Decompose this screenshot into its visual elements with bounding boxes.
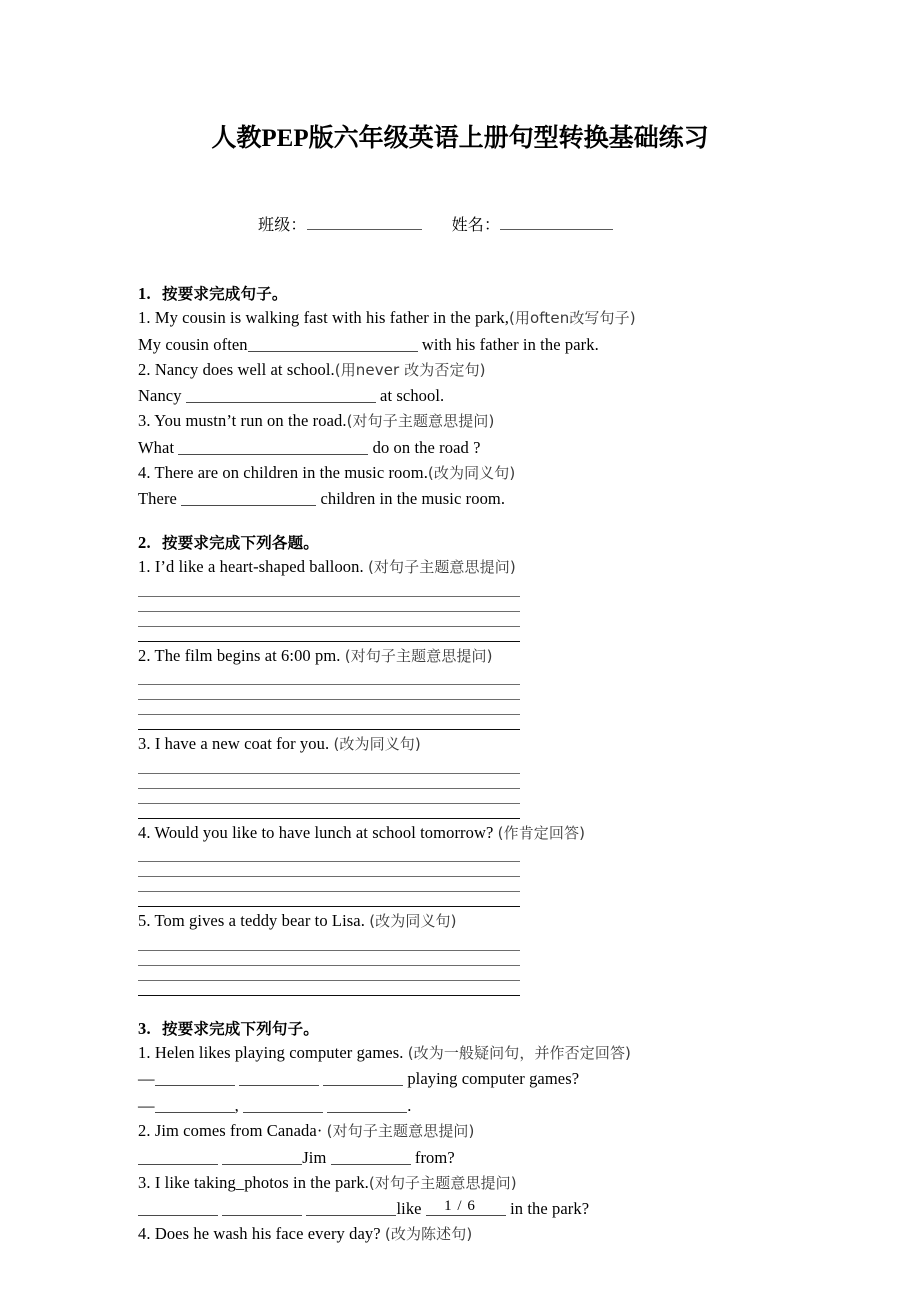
s3-q1b-blank-3[interactable] [327, 1098, 407, 1113]
s1-q2-blank[interactable] [186, 388, 376, 403]
answer-rule[interactable] [138, 804, 520, 819]
answer-rule[interactable] [138, 877, 520, 892]
answer-rule[interactable] [138, 981, 520, 996]
section-3-heading [138, 1017, 838, 1041]
s1-q3-answer [138, 434, 838, 461]
s1-q4-answer-post: children in the music room. [320, 489, 506, 508]
s2-q4-prompt [138, 821, 838, 846]
s3-q1-dash-b: — [138, 1096, 155, 1115]
s1-q1-answer-post: with his father in the park. [421, 334, 599, 354]
answer-rule[interactable] [138, 862, 520, 877]
answer-rule[interactable] [138, 936, 520, 951]
s2-q5-answer-lines[interactable] [138, 936, 520, 996]
section-1-number: 1. [138, 284, 151, 303]
s3-q2-prompt [138, 1119, 838, 1144]
s1-q1-blank[interactable] [248, 337, 418, 352]
answer-rule[interactable] [138, 759, 520, 774]
s2-q1-answer-lines[interactable] [138, 582, 520, 642]
s3-q2-number: 2. [138, 1121, 151, 1140]
s1-q1-prompt [138, 306, 838, 331]
s1-q1-number: 1. [138, 308, 151, 327]
s2-q5-instruction: (改为同义句) [369, 912, 457, 930]
name-label: 姓名： [451, 217, 501, 234]
s1-q4-answer [138, 485, 838, 512]
s3-q1-instruction: (改为一般疑问句，并作否定回答) [407, 1043, 631, 1062]
s3-q2-answer-mid: Jim [302, 1147, 327, 1167]
s3-q4-prompt [138, 1222, 838, 1247]
s1-q1-instruction: (用often改写句子) [508, 309, 636, 327]
answer-rule[interactable] [138, 627, 520, 642]
s3-q2-blank-1[interactable] [138, 1150, 218, 1165]
answer-rule[interactable] [138, 597, 520, 612]
s3-q3-prompt [138, 1171, 838, 1196]
s1-q2-answer-post: at school. [380, 386, 445, 405]
s2-q4-sentence: Would you like to have lunch at school tomorrow? [154, 822, 494, 842]
s3-q1-number: 1. [138, 1042, 151, 1062]
s2-q1-number: 1. [138, 557, 151, 576]
worksheet-body [138, 282, 838, 1247]
answer-rule[interactable] [138, 715, 520, 730]
s1-q4-instruction: (改为同义句) [427, 463, 516, 482]
s2-q1-instruction: (对句子主题意思提问) [367, 558, 516, 576]
s3-q2-answer [138, 1144, 838, 1171]
s1-q3-prompt [138, 409, 838, 434]
s1-q2-number: 2. [138, 359, 151, 379]
answer-rule[interactable] [138, 685, 520, 700]
s3-q1-dash-a: — [138, 1069, 155, 1088]
s1-q4-prompt [138, 461, 838, 486]
s2-q2-answer-lines[interactable] [138, 670, 520, 730]
answer-rule[interactable] [138, 789, 520, 804]
s2-q3-answer-lines[interactable] [138, 759, 520, 819]
s2-q2-sentence: The film begins at 6:00 pm. [154, 645, 341, 665]
s2-q3-instruction: (改为同义句) [333, 735, 421, 753]
s1-q3-instruction: (对句子主题意思提问) [346, 412, 495, 430]
section-2-heading [138, 531, 838, 555]
s3-q1a-answer-post: playing computer games? [407, 1069, 580, 1088]
s2-q3-number: 3. [138, 734, 151, 753]
s2-q1-sentence: I’d like a heart-shaped balloon. [154, 557, 364, 576]
section-3-title: 按要求完成下列句子。 [162, 1019, 320, 1038]
student-info-row [258, 212, 613, 235]
s2-q5-sentence: Tom gives a teddy bear to Lisa. [154, 911, 365, 930]
s3-q3-instruction: (对句子主题意思提问) [368, 1173, 517, 1192]
section-2-title: 按要求完成下列各题。 [162, 534, 320, 552]
s2-q3-prompt [138, 732, 838, 757]
s3-q2-blank-3[interactable] [331, 1150, 411, 1165]
s1-q2-instruction: (用never 改为否定句) [334, 360, 486, 379]
s1-q1-answer [138, 331, 838, 358]
s2-q4-answer-lines[interactable] [138, 847, 520, 907]
s1-q2-answer [138, 382, 838, 409]
answer-rule[interactable] [138, 612, 520, 627]
s3-q3-answer-post: in the park? [510, 1199, 590, 1218]
s2-q4-number: 4. [138, 822, 151, 842]
s3-q2-sentence: Jim comes from Canada· [154, 1121, 323, 1140]
page-footer: 1 / 6 [444, 1198, 476, 1214]
answer-rule[interactable] [138, 670, 520, 685]
s1-q3-answer-pre: What [138, 437, 175, 457]
answer-rule[interactable] [138, 966, 520, 981]
class-label: 班级： [258, 217, 307, 234]
section-2-number: 2. [138, 533, 151, 552]
s1-q2-sentence: Nancy does well at school. [154, 359, 335, 379]
s1-q3-blank[interactable] [178, 440, 368, 455]
s3-q1b-blank-1[interactable] [155, 1098, 235, 1113]
answer-rule[interactable] [138, 847, 520, 862]
s3-q1-prompt [138, 1041, 838, 1066]
s1-q2-answer-pre: Nancy [138, 386, 182, 405]
s1-q4-blank[interactable] [181, 491, 316, 506]
s3-q3-sentence: I like taking_photos in the park. [154, 1172, 369, 1192]
s3-q4-instruction: (改为陈述句) [384, 1225, 473, 1243]
answer-rule[interactable] [138, 892, 520, 907]
answer-rule[interactable] [138, 774, 520, 789]
s2-q4-instruction: (作肯定回答) [497, 823, 586, 842]
s3-q2-answer-post: from? [414, 1147, 455, 1167]
class-input-blank[interactable] [307, 214, 422, 230]
s1-q4-number: 4. [138, 462, 151, 482]
s2-q2-number: 2. [138, 645, 151, 665]
s3-q1-answer-a [138, 1065, 838, 1092]
s3-q3-answer-mid: like [396, 1199, 422, 1218]
answer-rule[interactable] [138, 951, 520, 966]
s2-q1-prompt [138, 555, 838, 580]
s2-q2-instruction: (对句子主题意思提问) [344, 646, 493, 665]
section-1-heading [138, 282, 838, 306]
s1-q1-sentence: My cousin is walking fast with his father in the park, [154, 308, 509, 327]
answer-rule[interactable] [138, 582, 520, 597]
section-1-title: 按要求完成句子。 [162, 285, 288, 303]
s1-q4-answer-pre: There [138, 489, 177, 508]
s3-q4-sentence: Does he wash his face every day? [154, 1224, 381, 1243]
s2-q5-prompt [138, 909, 838, 934]
page-title: 人教PEP版六年级英语上册句型转换基础练习 [211, 125, 709, 152]
s1-q3-answer-post: do on the road ? [372, 437, 481, 457]
s3-q2-instruction: (对句子主题意思提问) [326, 1122, 475, 1140]
s2-q5-number: 5. [138, 911, 151, 930]
s1-q4-sentence: There are on children in the music room. [154, 462, 428, 482]
s1-q2-prompt [138, 358, 838, 383]
s3-q1-answer-b: — , . [138, 1096, 412, 1115]
s2-q2-prompt [138, 644, 838, 669]
section-3-number: 3. [138, 1018, 151, 1038]
s3-q1a-blank-3[interactable] [323, 1071, 403, 1086]
s3-q4-number: 4. [138, 1224, 151, 1243]
s3-q1b-blank-2[interactable] [243, 1098, 323, 1113]
s2-q3-sentence: I have a new coat for you. [154, 734, 330, 753]
s3-q3-number: 3. [138, 1172, 151, 1192]
answer-rule[interactable] [138, 700, 520, 715]
s1-q1-answer-pre: My cousin often [138, 334, 248, 354]
s1-q3-sentence: You mustn’t run on the road. [154, 411, 347, 430]
s3-q2-blank-2[interactable] [222, 1150, 302, 1165]
s3-q1-sentence: Helen likes playing computer games. [154, 1042, 404, 1062]
s1-q3-number: 3. [138, 411, 151, 430]
s3-q1a-blank-1[interactable] [155, 1071, 235, 1086]
name-input-blank[interactable] [500, 214, 613, 230]
s3-q1a-blank-2[interactable] [239, 1071, 319, 1086]
